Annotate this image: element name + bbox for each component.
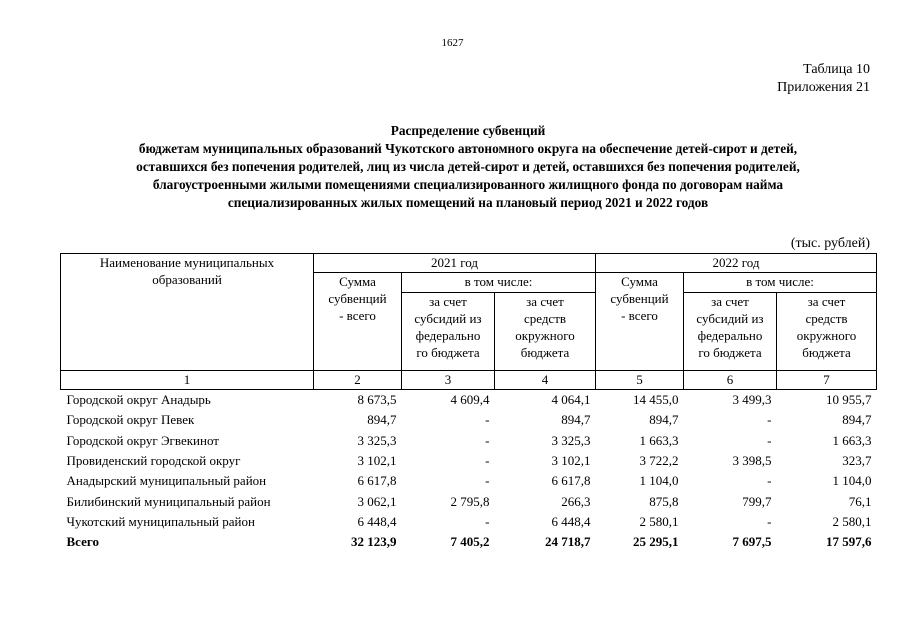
value-cell: 6 448,4 — [357, 513, 397, 529]
value-cell: 6 617,8 — [551, 473, 591, 489]
header-regional-line: бюджета — [520, 345, 570, 360]
value-cell: 3 062,1 — [357, 493, 397, 509]
header-federal-line: за счет — [711, 294, 749, 309]
value-cell: 6 448,4 — [551, 513, 591, 529]
value-cell: - — [767, 513, 772, 529]
document-title — [60, 122, 876, 212]
total-value-cell: 17 597,6 — [826, 534, 872, 550]
header-regional-2022 — [777, 293, 877, 371]
municipality-name: Городской округ Анадырь — [66, 392, 211, 408]
value-cell: - — [767, 473, 772, 489]
header-federal-2022 — [684, 293, 777, 371]
value-cell: 4 609,4 — [450, 392, 490, 408]
value-cell: 3 325,3 — [357, 432, 397, 448]
header-regional-line: за счет — [526, 294, 564, 309]
header-regional-line: средств — [523, 311, 567, 326]
municipality-name: Анадырский муниципальный район — [66, 473, 267, 489]
value-cell: 3 325,3 — [551, 432, 591, 448]
header-total-line: - всего — [339, 308, 376, 323]
header-year-2021: 2021 год — [314, 254, 596, 273]
value-cell: 8 673,5 — [357, 392, 397, 408]
table-label: Таблица 10 — [803, 62, 870, 77]
header-federal-line: за счет — [429, 294, 467, 309]
column-number: 1 — [61, 371, 314, 390]
municipality-name: Билибинский муниципальный район — [66, 493, 271, 509]
header-federal-2021 — [402, 293, 495, 371]
header-federal-line: федерально — [697, 328, 763, 343]
total-value-cell: 7 405,2 — [450, 534, 490, 550]
value-cell: 894,7 — [561, 412, 591, 428]
table-row — [61, 450, 877, 470]
value-cell: 10 955,7 — [826, 392, 872, 408]
table-row — [61, 491, 877, 511]
value-cell: 2 580,1 — [639, 513, 679, 529]
value-cell: 1 104,0 — [639, 473, 679, 489]
value-cell: - — [485, 453, 490, 469]
total-value-cell: 32 123,9 — [351, 534, 397, 550]
value-cell: 6 617,8 — [357, 473, 397, 489]
value-cell: 2 580,1 — [832, 513, 872, 529]
value-cell: - — [485, 473, 490, 489]
table-row — [61, 430, 877, 450]
municipality-name: Городской округ Певек — [66, 412, 195, 428]
value-cell: 3 398,5 — [732, 453, 772, 469]
header-federal-line: федерально — [415, 328, 481, 343]
value-cell: 323,7 — [842, 453, 872, 469]
value-cell: 3 102,1 — [551, 453, 591, 469]
value-cell: 14 455,0 — [633, 392, 679, 408]
header-federal-line: го бюджета — [416, 345, 480, 360]
value-cell: - — [485, 412, 490, 428]
header-total-line: - всего — [621, 308, 658, 323]
header-regional-line: за счет — [807, 294, 846, 309]
header-including-2021: в том числе: — [402, 273, 596, 293]
value-cell: 2 795,8 — [450, 493, 490, 509]
municipality-name: Городской округ Эгвекинот — [66, 432, 219, 448]
header-name-line: образований — [152, 272, 222, 287]
header-regional-line: окружного — [515, 328, 575, 343]
value-cell: 3 102,1 — [357, 453, 397, 469]
header-total-2022 — [596, 273, 684, 371]
column-number: 5 — [596, 371, 684, 390]
title-line: Распределение субвенций — [390, 123, 546, 138]
value-cell: 3 499,3 — [732, 392, 772, 408]
header-federal-line: го бюджета — [698, 345, 762, 360]
table-caption — [777, 61, 870, 97]
value-cell: 894,7 — [842, 412, 872, 428]
column-number: 6 — [684, 371, 777, 390]
column-number: 4 — [495, 371, 596, 390]
value-cell: 1 104,0 — [832, 473, 872, 489]
value-cell: 76,1 — [848, 493, 872, 509]
column-number: 7 — [777, 371, 877, 390]
header-federal-line: субсидий из — [696, 311, 764, 326]
header-total-2021 — [314, 273, 402, 371]
column-number: 3 — [402, 371, 495, 390]
value-cell: 1 663,3 — [639, 432, 679, 448]
table-row — [61, 471, 877, 491]
header-regional-line: окружного — [796, 328, 857, 343]
value-cell: 4 064,1 — [551, 392, 591, 408]
value-cell: - — [767, 432, 772, 448]
header-name-col — [61, 254, 314, 371]
header-total-line: субвенций — [610, 291, 669, 306]
header-total-line: Сумма — [339, 274, 376, 289]
value-cell: 266,3 — [561, 493, 591, 509]
header-regional-line: бюджета — [802, 345, 851, 360]
title-line: бюджетам муниципальных образований Чукотского автономного округа на обеспечение детей-сирот и детей, — [138, 141, 798, 156]
municipality-name: Чукотский муниципальный район — [66, 513, 255, 529]
header-year-2022: 2022 год — [596, 254, 877, 273]
value-cell: 1 663,3 — [832, 432, 872, 448]
total-label: Всего — [66, 534, 99, 550]
header-regional-line: средств — [805, 311, 848, 326]
header-row-column-numbers — [61, 371, 877, 390]
table-row — [61, 511, 877, 531]
header-including-2022: в том числе: — [684, 273, 877, 293]
units-label: (тыс. рублей) — [790, 236, 870, 251]
header-regional-2021 — [495, 293, 596, 371]
value-cell: - — [485, 513, 490, 529]
header-total-line: Сумма — [621, 274, 658, 289]
value-cell: 875,8 — [649, 493, 679, 509]
total-value-cell: 7 697,5 — [732, 534, 772, 550]
title-line: специализированных жилых помещений на плановый период 2021 и 2022 годов — [227, 195, 709, 210]
value-cell: - — [485, 432, 490, 448]
column-number: 2 — [314, 371, 402, 390]
header-row-years — [61, 254, 877, 273]
title-line: благоустроенными жилыми помещениями специализированного жилищного фонда по договорам найма — [152, 177, 784, 192]
value-cell: 894,7 — [649, 412, 679, 428]
total-row — [61, 532, 877, 552]
subvention-table — [60, 253, 877, 552]
table-row — [61, 410, 877, 430]
municipality-name: Провиденский городской округ — [66, 453, 241, 469]
header-total-line: субвенций — [328, 291, 387, 306]
title-line: оставшихся без попечения родителей, лиц из числа детей-сирот и детей, оставшихся без попечения родителей, — [136, 159, 800, 174]
value-cell: 3 722,2 — [639, 453, 679, 469]
header-name-line: Наименование муниципальных — [99, 255, 275, 270]
value-cell: - — [767, 412, 772, 428]
table-row — [61, 390, 877, 410]
total-value-cell: 25 295,1 — [633, 534, 679, 550]
page-number: 1627 — [441, 37, 464, 49]
value-cell: 799,7 — [742, 493, 772, 509]
header-federal-line: субсидий из — [414, 311, 482, 326]
total-value-cell: 24 718,7 — [545, 534, 591, 550]
value-cell: 894,7 — [367, 412, 397, 428]
appendix-label: Приложения 21 — [777, 80, 870, 95]
